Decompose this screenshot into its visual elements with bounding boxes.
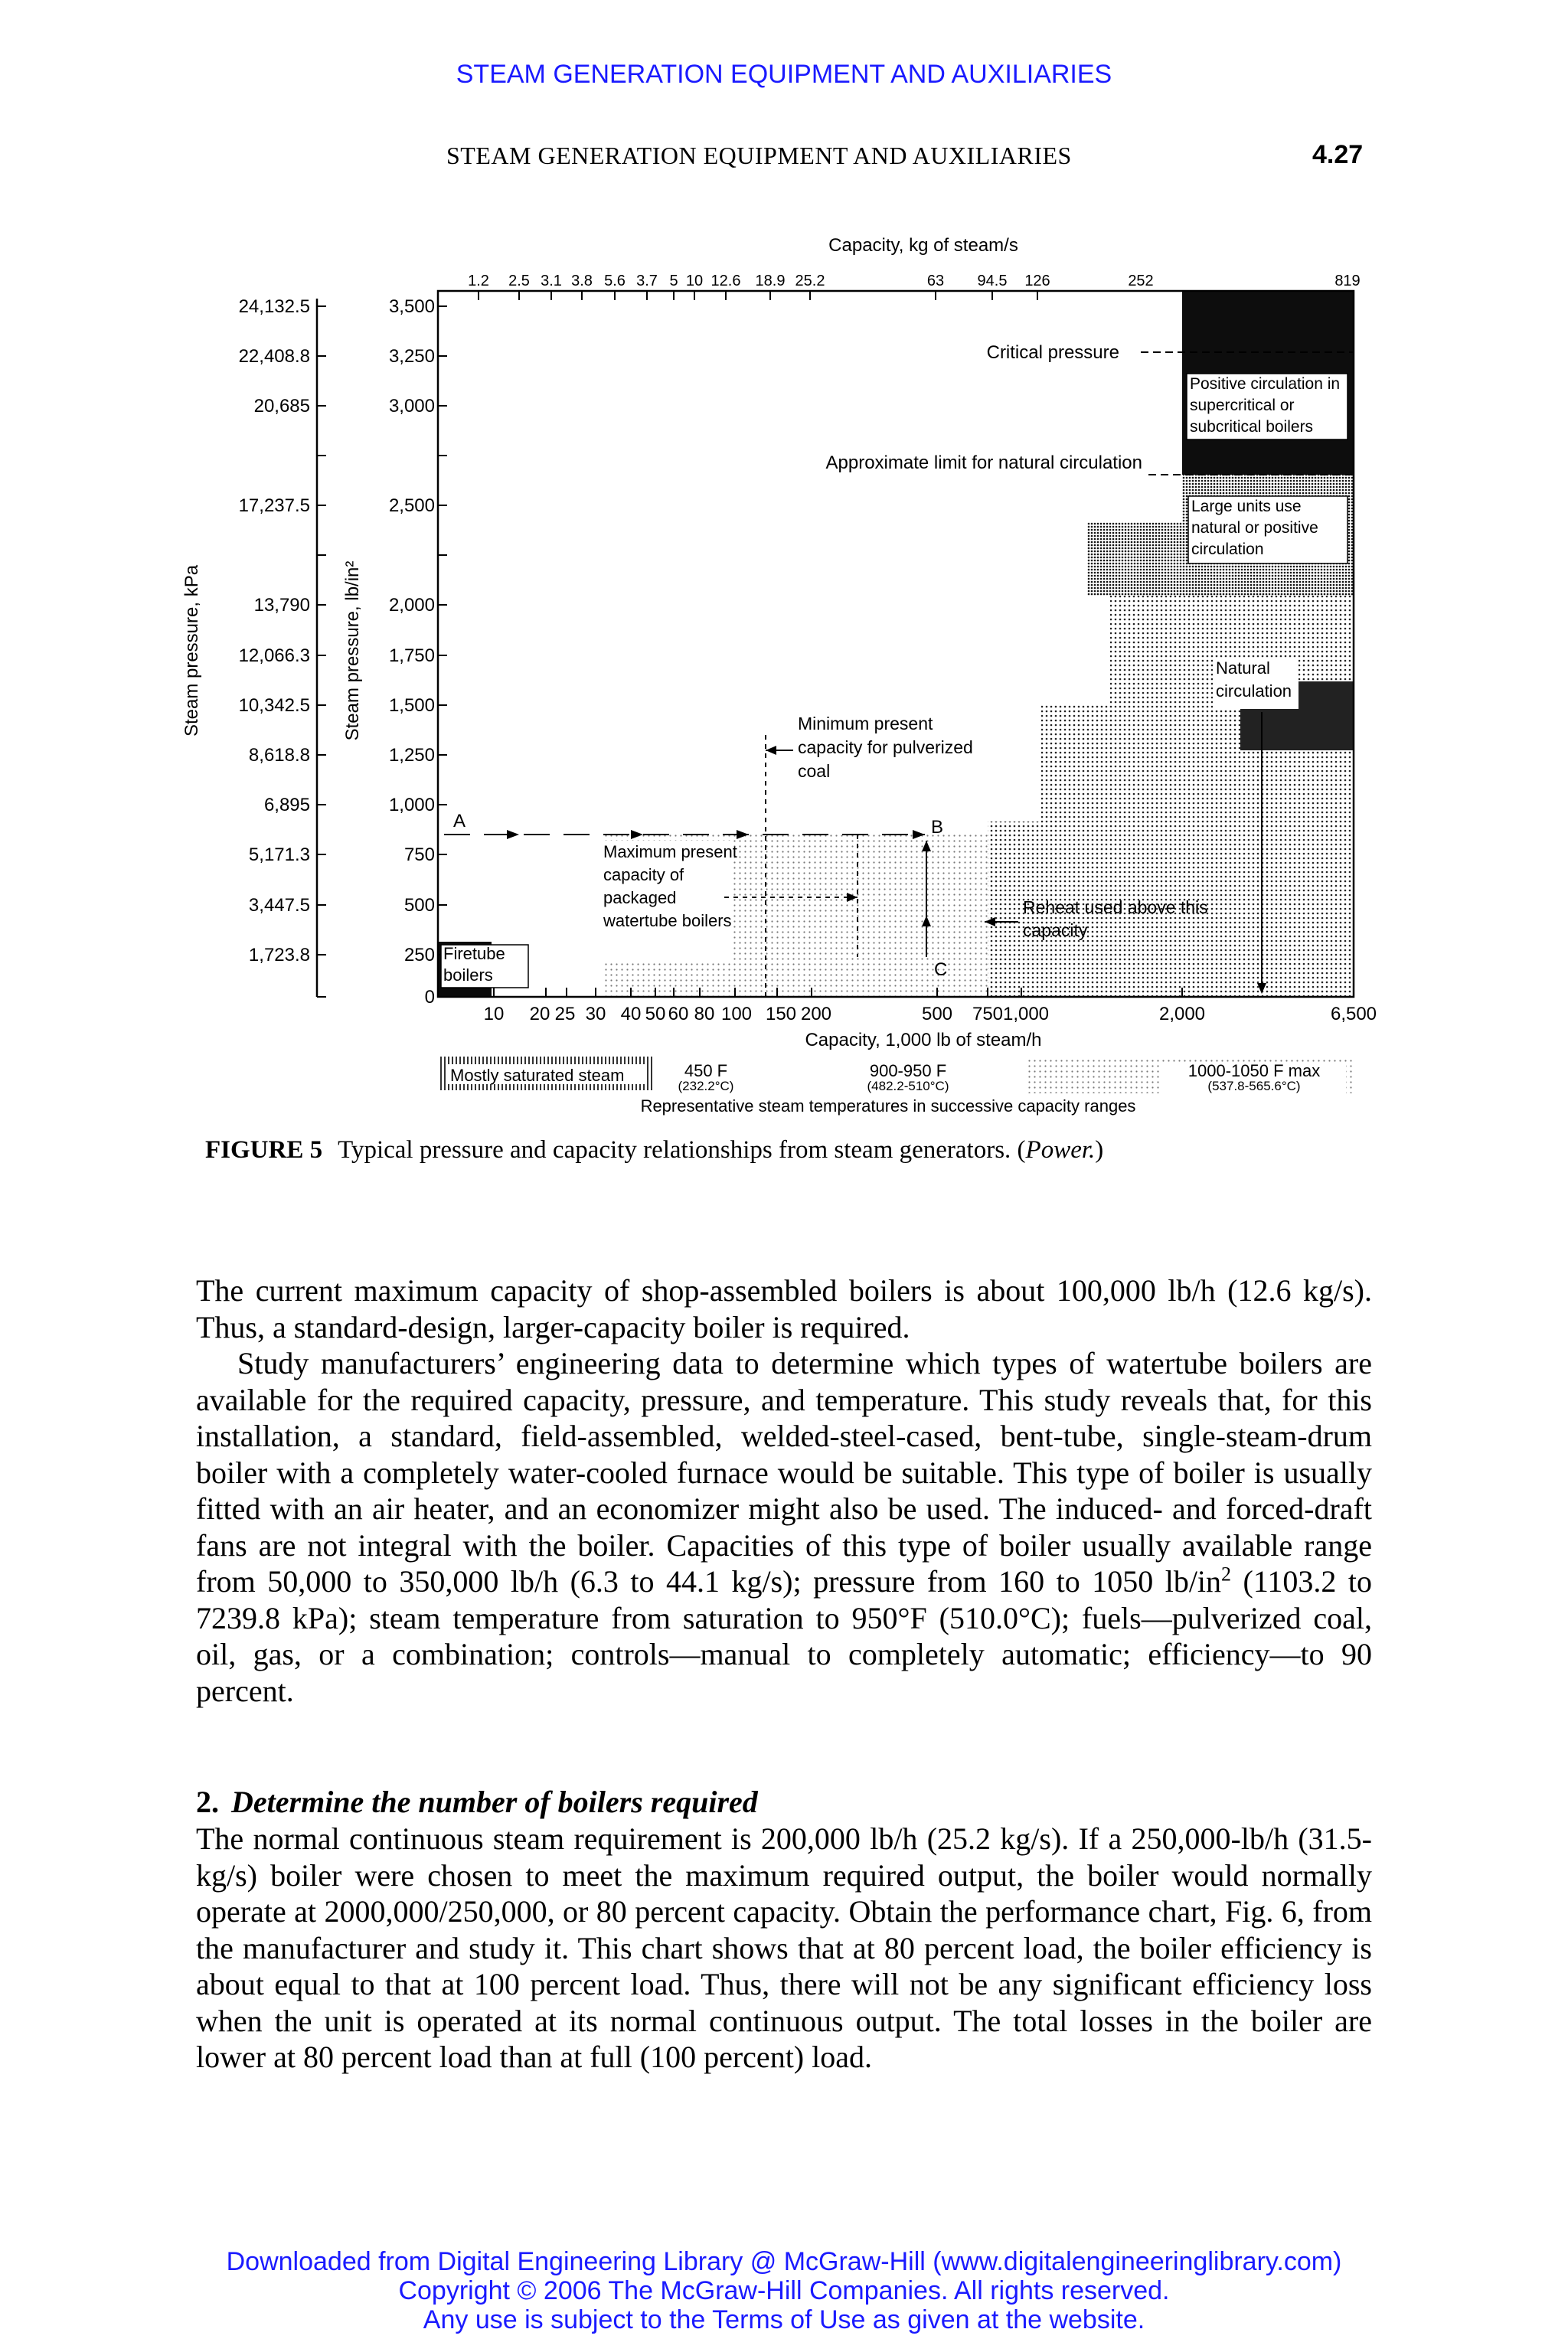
caption-close: ) (1095, 1136, 1104, 1164)
packaged-watertube-label: Maximum present capacity of packaged watertube boilers (603, 842, 737, 930)
critical-pressure-label: Critical pressure (986, 342, 1119, 363)
top-tick-label: 25.2 (795, 273, 825, 289)
x-tick-label: 25 (554, 1004, 576, 1024)
step-heading (196, 1784, 758, 1820)
natural-circulation-label: Natural circulation (1216, 658, 1292, 701)
psi-tick-label: 2,500 (388, 495, 435, 516)
x-tick-label: 200 (800, 1004, 832, 1024)
kpa-tick-label: 13,790 (253, 595, 310, 616)
reheat-label: Reheat used above this capacity (1023, 897, 1208, 940)
psi-tick-label: 2,000 (388, 595, 435, 616)
kpa-tick-label: 5,171.3 (248, 844, 310, 865)
paragraph-text: Study manufacturers’ engineering data to determine which types of watertube boilers are available for the required capacity, pressure, and temperature. This study reveals that, for this installation, a standard, field-assembled, welded-steel-cased, bent-tube, single-steam-drum boiler with a completely water-cooled furnace would be suitable. This type of boiler is usually fitted with an air heater, and an economizer might also be used. The induced- and forced-draft fans are not integral with the boiler. Capacities of this type of boiler usually available range from 50,000 to 350,000 lb/h (6.3 to 44.1 kg/s); pressure from 160 to 1050 lb/in (196, 1346, 1372, 1599)
psi-tick-label: 1,250 (388, 745, 435, 766)
kpa-tick-label: 8,618.8 (248, 745, 310, 766)
x-tick-label: 60 (668, 1004, 689, 1024)
kpa-ticks (317, 306, 326, 997)
point-b-label: B (931, 817, 944, 838)
kpa-tick-labels (239, 296, 310, 965)
pressure-capacity-chart (153, 222, 1409, 1125)
paragraph: The normal continuous steam requirement is 200,000 lb/h (25.2 kg/s). If a 250,000-lb/h (31.5-kg/s) boiler were chosen to meet the maximum required output, the boiler would normally operate at 2000,000/250,000, or 80 percent capacity. Obtain the performance chart, Fig. 6, from the manufacturer and study it. This chart shows that at 80 percent load, the boiler efficiency is about equal to that at 100 percent load. Thus, there will not be any significant efficiency loss when the unit is operated at its normal continuous output. The total losses in the boiler are lower at 80 percent load than at full (100 percent) load. (196, 1821, 1372, 2074)
psi-tick-label: 3,500 (388, 296, 435, 317)
top-axis-label: Capacity, kg of steam/s (828, 235, 1018, 256)
ylabel-psi: Steam pressure, lb/in² (342, 560, 363, 741)
top-tick-label: 10 (685, 273, 704, 289)
psi-tick-label: 3,000 (388, 396, 435, 416)
x-tick-label: 500 (921, 1004, 953, 1024)
caption-source: Power. (1025, 1136, 1096, 1164)
top-tick-label: 5.6 (604, 273, 626, 289)
caption-text: Typical pressure and capacity relationships from steam generators. ( (338, 1136, 1026, 1164)
point-c-label: C (934, 959, 948, 980)
psi-tick-label: 1,500 (388, 695, 435, 716)
ylabel-kpa: Steam pressure, kPa (181, 564, 202, 737)
pulverized-coal-arrowhead (766, 746, 776, 755)
x-tick-label: 150 (765, 1004, 797, 1024)
temp-range-1000c: (537.8-565.6°C) (1207, 1079, 1301, 1093)
x-tick-label: 10 (483, 1004, 505, 1024)
temp-range-450: 450 F (684, 1061, 728, 1080)
psi-tick-label: 500 (403, 895, 435, 916)
x-tick-label: 30 (585, 1004, 606, 1024)
top-tick-label: 12.6 (710, 273, 741, 289)
step-number: 2. (196, 1785, 219, 1819)
x-tick-label: 100 (720, 1004, 753, 1024)
psi-tick-label: 3,250 (388, 346, 435, 367)
bottom-tick-labels (484, 1004, 1377, 1024)
kpa-tick-label: 20,685 (253, 396, 310, 416)
x-tick-label: 750 (972, 1004, 1004, 1024)
x-tick-label: 20 (529, 1004, 550, 1024)
paragraph-text: (1103.2 to 7239.8 kPa); steam temperature from saturation to 950°F (510.0°C); fuels—pulverized coal, oil, gas, or a combination; controls—manual to completely automatic; efficiency—to 90 percent. (196, 1564, 1372, 1708)
top-tick-label: 63 (926, 273, 945, 289)
psi-tick-label: 750 (403, 844, 435, 865)
figure-label: FIGURE 5 (205, 1136, 323, 1164)
psi-ticks (438, 306, 447, 955)
natural-limit-label: Approximate limit for natural circulation (825, 452, 1142, 473)
top-tick-label: 5 (669, 273, 678, 289)
arrowhead (507, 830, 519, 839)
temp-range-900c: (482.2-510°C) (867, 1079, 949, 1093)
x-tick-label: 6,500 (1330, 1004, 1377, 1024)
temperature-strip (438, 1057, 1354, 1116)
footer-line[interactable]: Any use is subject to the Terms of Use as given at the website. (423, 2305, 1145, 2334)
temp-range-900: 900-950 F (869, 1061, 947, 1080)
body-paragraphs-2 (196, 1821, 1372, 2076)
temp-range-450c: (232.2°C) (678, 1079, 734, 1093)
figure-caption (205, 1136, 1103, 1165)
top-tick-label: 3.8 (571, 273, 593, 289)
top-tick-label: 1.2 (468, 273, 489, 289)
kpa-tick-label: 6,895 (263, 795, 310, 815)
psi-tick-label: 1,750 (388, 645, 435, 666)
page-number: 4.27 (1312, 140, 1364, 169)
x-tick-label: 2,000 (1158, 1004, 1206, 1024)
temp-range-saturated: Mostly saturated steam (450, 1066, 625, 1085)
x-tick-label: 1,000 (1002, 1004, 1050, 1024)
point-a-label: A (453, 811, 466, 831)
large-units-label: Large units use natural or positive circulation (1191, 498, 1318, 558)
x-tick-label: 80 (694, 1004, 715, 1024)
top-tick-label: 18.9 (755, 273, 786, 289)
firetube-label: Firetube boilers (443, 944, 505, 985)
footer-line[interactable]: Downloaded from Digital Engineering Library @ McGraw-Hill (www.digitalengineeringlibrary.com) (226, 2247, 1342, 2276)
top-tick-label: 252 (1128, 273, 1154, 289)
step-title: Determine the number of boilers required (231, 1785, 758, 1819)
xlabel: Capacity, 1,000 lb of steam/h (805, 1030, 1042, 1050)
positive-circulation-label: Positive circulation in supercritical or subcritical boilers (1190, 375, 1341, 436)
top-tick-label: 3.1 (541, 273, 562, 289)
kpa-tick-label: 22,408.8 (238, 346, 310, 367)
footer-line: Copyright © 2006 The McGraw-Hill Companies. All rights reserved. (398, 2276, 1170, 2305)
top-tick-label: 819 (1334, 273, 1361, 289)
psi-tick-label: 1,000 (388, 795, 435, 815)
psi-tick-label: 0 (424, 987, 435, 1008)
x-tick-label: 40 (620, 1004, 642, 1024)
top-tick-label: 94.5 (977, 273, 1008, 289)
body-paragraphs-1 (196, 1272, 1372, 1709)
x-tick-label: 50 (645, 1004, 666, 1024)
kpa-tick-label: 17,237.5 (238, 495, 310, 516)
kpa-tick-label: 10,342.5 (238, 695, 310, 716)
psi-tick-labels (389, 296, 435, 1008)
top-tick-labels (468, 273, 1361, 289)
psi-tick-label: 250 (403, 945, 435, 965)
top-banner: STEAM GENERATION EQUIPMENT AND AUXILIARIES (456, 60, 1112, 89)
superscript: 2 (1221, 1563, 1232, 1586)
kpa-tick-label: 12,066.3 (238, 645, 310, 666)
top-axis-ticks (479, 291, 1037, 300)
footer (0, 2247, 1568, 2334)
kpa-tick-label: 24,132.5 (238, 296, 310, 317)
figure-5 (153, 222, 1409, 1129)
kpa-tick-label: 3,447.5 (248, 895, 310, 916)
running-head: STEAM GENERATION EQUIPMENT AND AUXILIARIES (446, 142, 1072, 169)
pulverized-coal-label: Minimum present capacity for pulverized coal (798, 714, 973, 781)
top-tick-label: 3.7 (636, 273, 658, 289)
temp-strip-title: Representative steam temperatures in successive capacity ranges (640, 1096, 1136, 1116)
top-tick-label: 126 (1024, 273, 1050, 289)
paragraph (196, 1345, 1372, 1709)
paragraph: The current maximum capacity of shop-assembled boilers is about 100,000 lb/h (12.6 kg/s). Thus, a standard-design, larger-capacity boiler is required. (196, 1273, 1372, 1344)
kpa-tick-label: 1,723.8 (248, 945, 310, 965)
top-tick-label: 2.5 (508, 273, 530, 289)
temp-range-1000: 1000-1050 F max (1187, 1061, 1321, 1080)
